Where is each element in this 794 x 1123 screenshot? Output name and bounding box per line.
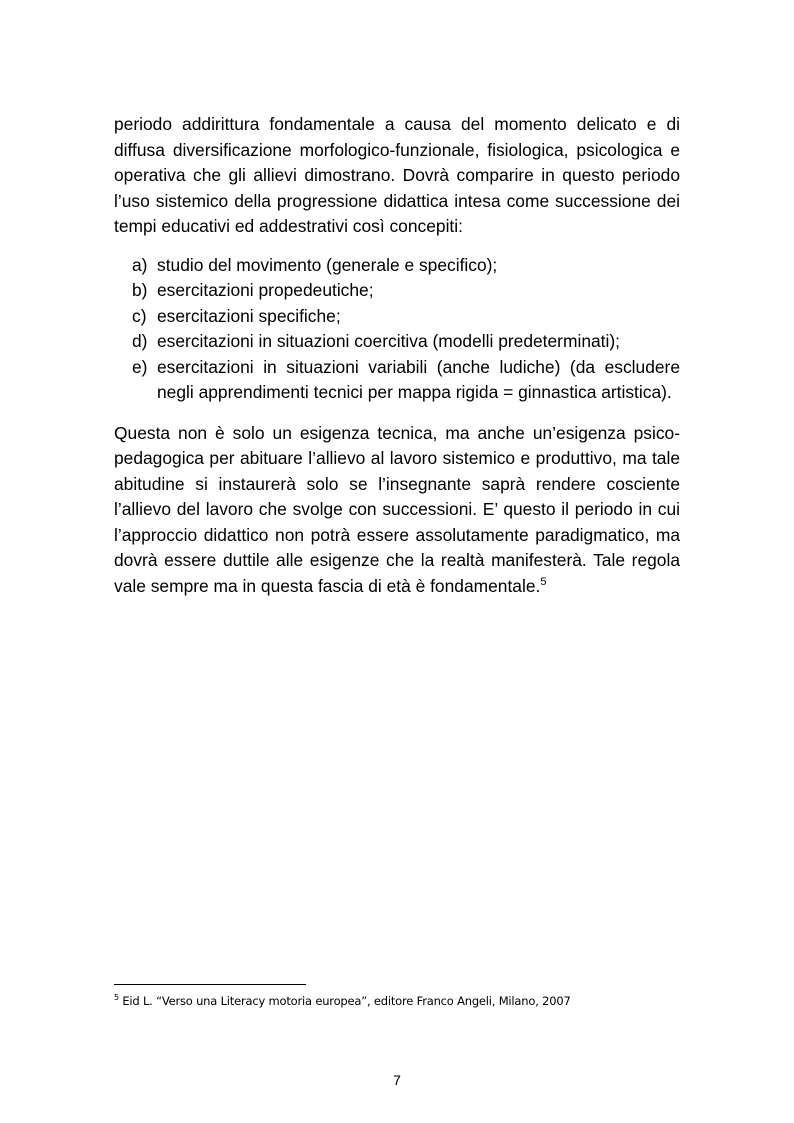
footnote: [114, 993, 680, 1009]
list-marker: b): [132, 280, 148, 300]
list-marker: c): [132, 305, 147, 326]
list-marker: a): [132, 254, 148, 275]
list-marker: e): [132, 356, 148, 377]
footnote-text: Eid L. “Verso una Literacy motoria europea”, editore Franco Angeli, Milano, 2007: [118, 994, 571, 1008]
paragraph-conclusion: [114, 421, 680, 600]
body-text: [114, 112, 680, 599]
footnote-reference[interactable]: 5: [540, 575, 547, 588]
footnote-mark: 5: [114, 993, 119, 1003]
list-item-text: studio del movimento (generale e specifico);: [157, 254, 498, 275]
footnote-separator: [114, 984, 306, 985]
list-item-text: esercitazioni in situazioni variabili (anche ludiche) (da escludere negli apprendimenti tecnici per mappa rigida = ginnastica artistica).: [157, 356, 680, 402]
paragraph-intro: periodo addirittura fondamentale a causa del momento delicato e di diffusa diversificazione morfologico-funzionale, fisiologica, psicologica e operativa che gli allievi dimostrano. Dovrà comparire in questo periodo l’uso sistemico della progressione didattica intesa come successione dei tempi educativi ed addestrativi così concepiti:: [114, 114, 680, 236]
list-item: [114, 278, 680, 304]
list-item: [114, 329, 680, 355]
list-item: [114, 304, 680, 330]
list-item: [114, 253, 680, 279]
list-item-text: esercitazioni propedeutiche;: [157, 280, 374, 300]
paragraph-conclusion-text: Questa non è solo un esigenza tecnica, ma anche un’esigenza psico-pedagogica per abituare l’allievo al lavoro sistemico e produttivo, ma tale abitudine si instaurerà solo se l’insegnante saprà rendere cosciente l’allievo del lavoro che svolge con successioni. E’ questo il periodo in cui l’approccio didattico non potrà essere assolutamente paradigmatico, ma dovrà essere duttile alle esigenze che la realtà manifesterà. Tale regola vale sempre ma in questa fascia di età è fondamentale.: [114, 422, 680, 596]
list-marker: d): [132, 331, 148, 351]
progression-list: [114, 253, 680, 406]
page-number: 7: [393, 1072, 401, 1088]
list-item-text: esercitazioni in situazioni coercitiva (modelli predeterminati);: [157, 331, 620, 351]
list-item: [114, 355, 680, 406]
list-item-text: esercitazioni specifiche;: [157, 305, 341, 326]
